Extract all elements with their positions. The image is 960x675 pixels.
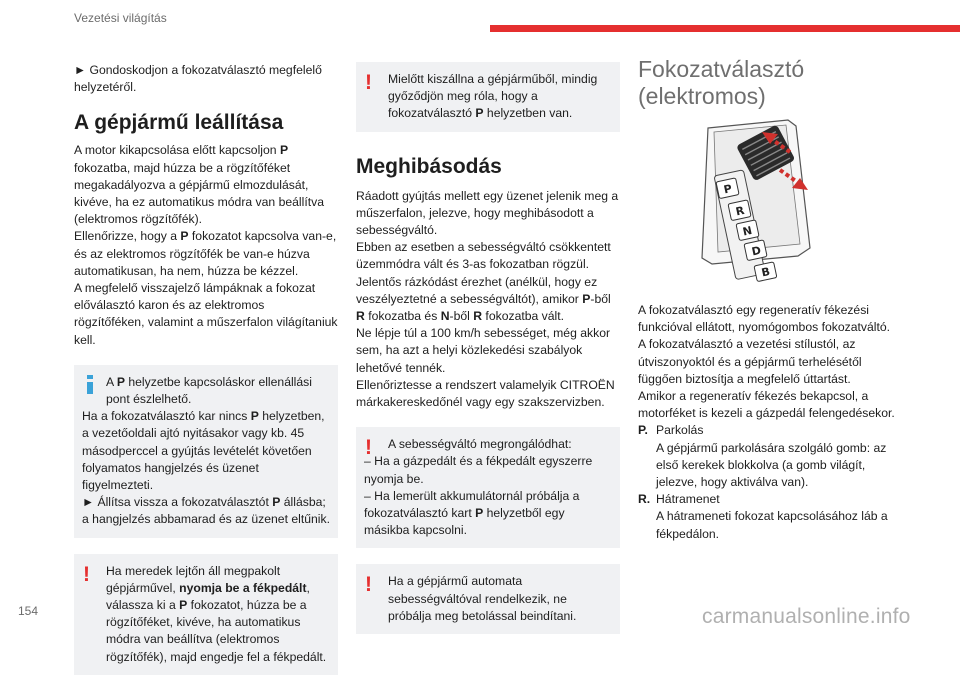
paragraph: A motor kikapcsolása előtt kapcsoljon P fokozatba, majd húzza be a rögzítőféket megakadályozva a gépjármű elmozdulását, kivéve, ha ez automatikus módra van beállítva (elektromos rögzítőfék).: [74, 143, 324, 227]
section-heading-malfunction: Meghibásodás: [356, 154, 502, 178]
paragraph: A megfelelő visszajelző lámpáknak a fokozat előválasztó karon és az elektromos rögzítőféken, valamint a műszerfalon világítaniuk kell.: [74, 281, 338, 347]
section-heading-stopping: A gépjármű leállítása: [74, 111, 284, 135]
gear-selector-svg: [638, 116, 878, 284]
paragraph: Amikor a regeneratív fékezés bekapcsol, a motorféket is kezeli a gázpedál felengedésekor.: [638, 389, 895, 421]
warning-icon: !: [365, 436, 372, 460]
warning-icon: !: [365, 71, 372, 94]
section-title-gear-selector: Fokozatválasztó (elektromos): [638, 56, 805, 109]
column-3: [638, 56, 908, 543]
warning-icon: !: [365, 573, 372, 597]
paragraph: Ne lépje túl a 100 km/h sebességet, még akkor sem, ha azt a helyi közlekedési szabályok lehetővé tennék.: [356, 326, 611, 375]
gear-letter-n: N: [741, 223, 754, 239]
gear-letter-b: B: [760, 264, 772, 280]
header-accent-bar: [490, 25, 960, 32]
info-box: A P helyzetbe kapcsoláskor ellenállási pont észlelhető. Ha a fokozatválasztó kar nincs P helyzetben, a vezetőoldali ajtó nyitásakor vagy kb. 45 másodperccel a gyújtás levételét követően folyamatos hangjelzés és üzenet figyelmezteti. ► Állítsa vissza a fokozatválasztót P állásba; a hangjelzés abbamarad és az üzenet eltűnik.: [74, 365, 338, 538]
column-1: [74, 62, 338, 675]
intro-paragraph: ► Gondoskodjon a fokozatválasztó megfelelő helyzetéről.: [74, 63, 322, 95]
paragraph: Jelentős rázkódást érezhet (anélkül, hogy ez veszélyeztetné a sebességváltót), amikor P-ből R fokozatba és N-ből R fokozatba vált.: [356, 274, 611, 324]
gear-letter-d: D: [750, 243, 763, 259]
gear-letter-r: R: [734, 203, 746, 219]
running-header: Vezetési világítás: [74, 11, 167, 25]
paragraph: Ebben az esetben a sebességváltó csökkentett üzemmódra vált és 3-as fokozatban rögzül.: [356, 240, 611, 272]
warning-box: ! Ha a gépjármű automata sebességváltóval rendelkezik, ne próbálja meg betolással beindítani.: [356, 564, 620, 634]
paragraph: A fokozatválasztó egy regeneratív fékezési funkcióval ellátott, nyomógombos fokozatváltó.: [638, 303, 891, 335]
arrow-icon: ►: [82, 495, 95, 510]
arrow-icon: ►: [74, 63, 87, 77]
watermark: carmanualsonline.info: [702, 605, 911, 628]
warning-box: ! A sebességváltó megrongálódhat: – Ha a gázpedált és a fékpedált egyszerre nyomja be. – Ha lemerült akkumulátornál próbálja a fokozatválasztó kart P helyzetből egy másikba kapcsolni.: [356, 427, 620, 548]
info-icon: [87, 375, 93, 397]
column-2: [356, 62, 620, 634]
paragraph: A fokozatválasztó a vezetési stílustól, az útviszonyoktól és a gépjármű terhelésétől függően biztosítja a megfelelő úttartást.: [638, 337, 862, 386]
page-number: 154: [18, 604, 39, 618]
definition-item-r: R. Hátramenet A hátrameneti fokozat kapcsolásához láb a fékpedálon.: [638, 492, 888, 541]
paragraph: Ellenőrizze, hogy a P fokozatot kapcsolva van-e, és az elektromos rögzítőfék be van-e húzva automatikusan, ha nem, húzza be kézzel.: [74, 229, 337, 278]
paragraph: Ráadott gyújtás mellett egy üzenet jelenik meg a műszerfalon, jelezve, hogy meghibásodott a sebességváltó.: [356, 188, 619, 238]
gear-letter-p: P: [722, 182, 734, 197]
warning-box: ! Mielőtt kiszállna a gépjárműből, mindig győződjön meg róla, hogy a fokozatválasztó P helyzetben van.: [356, 62, 620, 132]
paragraph: Ellenőriztesse a rendszert valamelyik CITROËN márkakereskedőnél vagy egy szakszervizben.: [356, 377, 615, 410]
warning-box: ! Ha meredek lejtőn áll megpakolt gépjárművel, nyomja be a fékpedált, válassza ki a P fokozatot, húzza be a rögzítőféket, kivéve, ha automatikus módra van beállítva (elektromos rögzítőfék), majd engedje fel a fékpedált.: [74, 554, 338, 675]
gear-selector-illustration: [638, 116, 878, 284]
definition-item-p: P. Parkolás A gépjármű parkolására szolgáló gomb: az első kerekek blokkolva (a gomb világít, jelezve, hogy aktiválva van).: [638, 423, 887, 490]
warning-icon: !: [83, 562, 90, 586]
